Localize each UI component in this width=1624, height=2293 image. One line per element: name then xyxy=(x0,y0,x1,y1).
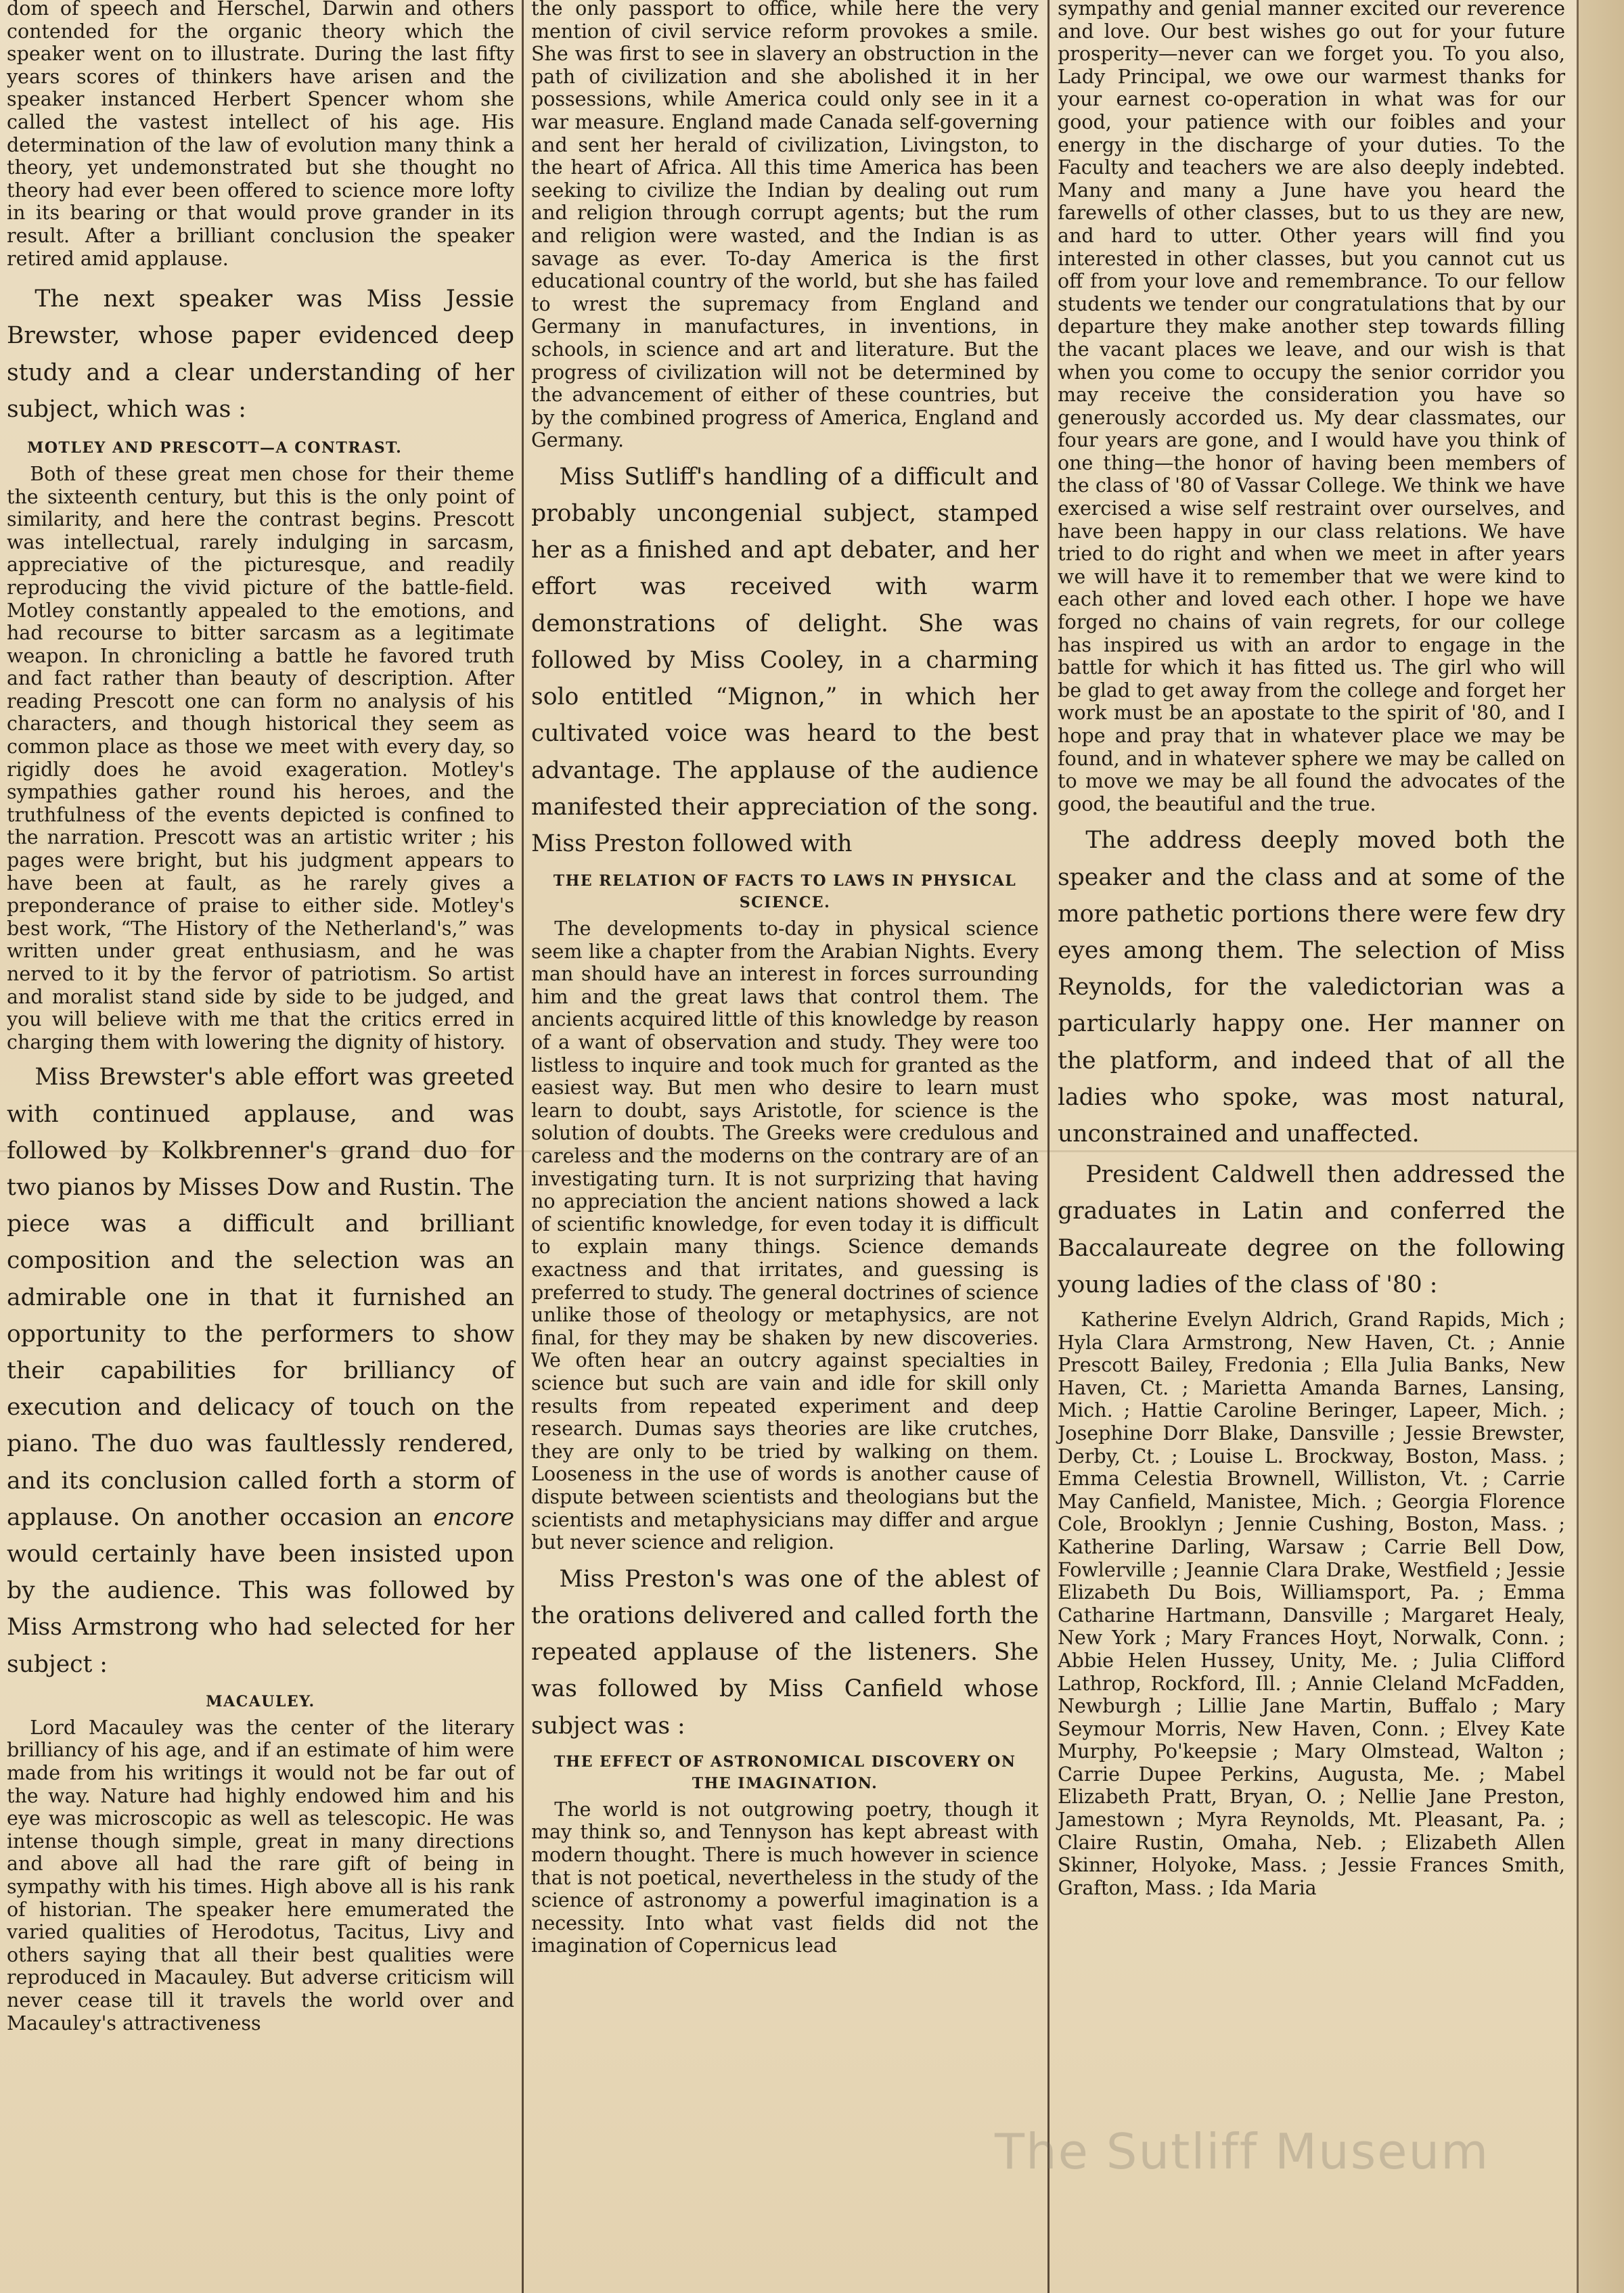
paragraph-text: Miss Brewster's able effort was greeted with continued applause, and was followed by Kolkbrenner's grand duo for two pianos by Misses Dow and Rustin. The piece was a difficult and brilliant composition and the selection was an admirable one in that it furnished an opportunity to the performers to show their capabilities for brilliancy of execution and delicacy of touch on the piano. The duo was faultlessly rendered, and its conclusion called forth a storm of applause. On another occasion an xyxy=(7,1064,514,1531)
article-paragraph: Miss Preston's was one of the ablest of the orations delivered and called forth the repeated applause of the listeners. She was followed by Miss Canfield whose subject was : xyxy=(531,1565,1039,1740)
graduate-list: Katherine Evelyn Aldrich, Grand Rapids, Mich ; Hyla Clara Armstrong, New Haven, Ct. ; Annie Prescott Bailey, Fredonia ; Ella Julia Banks, New Haven, Ct. ; Marietta Amanda Barnes, Lansing, Mich. ; Hattie Caroline Beringer, Lapeer, Mich. ; Josephine Dorr Blake, Dansville ; Jessie Brewster, Derby, Ct. ; Louise L. Brockway, Boston, Mass. ; Emma Celestia Brownell, Williston, Vt. ; Carrie May Canfield, Manistee, Mich. ; Georgia Florence Cole, Brooklyn ; Jennie Cushing, Boston, Mass. ; Katherine Darling, Warsaw ; Carrie Bell Dow, Fowlerville ; Jeannie Clara Drake, Westfield ; Jessie Elizabeth Du Bois, Williamsport, Pa. ; Emma Catharine Hartmann, Dansville ; Margaret Healy, New York ; Mary Frances Hoyt, Norwalk, Conn. ; Abbie Helen Hussey, Unity, Me. ; Julia Clifford Lathrop, Rockford, Ill. ; Annie Cleland McFadden, Newburgh ; Lillie Jane Martin, Buffalo ; Mary Seymour Morris, New Haven, Conn. ; Elvey Kate Murphy, Po'keepsie ; Mary Olmstead, Walton ; Carrie Dupee Perkins, Augusta, Me. ; Mabel Elizabeth Pratt, Bryan, O. ; Nellie Jane Preston, Jamestown ; Myra Reynolds, Mt. Pleasant, Pa. ; Claire Rustin, Omaha, Neb. ; Elizabeth Allen Skinner, Holyoke, Mass. ; Jessie Frances Smith, Grafton, Mass. ; Ida Maria xyxy=(1058,1309,1565,1899)
article-paragraph: Both of these great men chose for their theme the sixteenth century, but this is the only point of similarity, and here the contrast begins. Prescott was intellectual, rarely indulging in sarcasm, appreciative of the picturesque, and readily reproducing the vivid picture of the battle-field. Motley constantly appealed to the emotions, and had recourse to bitter sarcasm as a legitimate weapon. In chronicling a battle he favored truth and fact rather than beauty of description. After reading Prescott one can form no analysis of his characters, and though historical they seem as common place as those we meet with every day, so rigidly does he avoid exageration. Motley's sympathies gather round his heroes, and the truthfulness of the events depicted is confined to the narration. Prescott was an artistic writer ; his pages were bright, but his judgment appears to have been at fault, as he rarely gives a preponderance of praise to either side. Motley's best work, “The History of the Netherland's,” was written under great enthusiasm, and he was nerved to it by the fervor of patriotism. So artist and moralist stand side by side to be judged, and you will believe with me that the critics erred in charging them with lowering the dignity of history. xyxy=(7,462,514,1053)
article-paragraph: The address deeply moved both the speaker and the class and at some of the more pathetic portions there were few dry eyes among them. The selection of Miss Reynolds, for the valedictorian was a particularly happy one. Her manner on the platform, and indeed that of all the ladies who spoke, was most natural, unconstrained and unaffected. xyxy=(1058,827,1565,1148)
section-heading: THE RELATION OF FACTS TO LAWS IN PHYSICAL SCIENCE. xyxy=(553,872,1017,912)
article-paragraph: dom of speech and Herschel, Darwin and others contended for the organic theory which the speaker went on to illustrate. During the last fifty years scores of thinkers have arisen and the speaker instanced Herbert Spencer whom she called the vastest intellect of his age. His determination of the law of evolution many think a theory, yet undemonstrated but she thought no theory had ever been offered to science more lofty in its bearing or that would prove grander in its result. After a brilliant conclusion the speaker retired amid applause. xyxy=(7,0,514,270)
paper-edge-strip xyxy=(1577,0,1624,2293)
paragraph-text: would certainly have been insisted upon by the audience. This was followed by Miss Armstrong who had selected for her subject : xyxy=(7,1541,514,1678)
article-paragraph: sympathy and genial manner excited our reverence and love. Our best wishes go out for your future prosperity—never can we forget you. To you also, Lady Principal, we owe our warmest thanks for your earnest co-operation in what was for our good, your patience with our foibles and your energy in the discharge of your duties. To the Faculty and teachers we are also deeply indebted. Many and many a June have you heard the farewells of other classes, but to us they are new, and hard to utter. Other years will find you interested in other classes, but you cannot cut us off from your love and remembrance. To our fellow students we tender our congratulations that by our departure they make another step towards filling the vacant places we leave, and our wish is that when you come to occupy the senior corridor you may receive the consideration you have so generously accorded us. My dear classmates, our four years are gone, and I would have you think of one thing—the honor of having been members of the class of '80 of Vassar College. We think we have exercised a wise self restraint over ourselves, and have been happy in our class relations. We have tried to do right and when we meet in after years we will have it to remember that we were kind to each other and loved each other. I hope we have forged no chains of vain regrets, for our college has inspired us with an ardor to engage in the battle for which it has fitted us. The girl who will be glad to get away from the college and forget her work must be an apostate to the spirit of '80, and I hope and pray that in whatever place we may be found, and in whatever sphere we may be called on to move we may be all found the advocates of the good, the beautiful and the true. xyxy=(1058,0,1565,815)
column-left xyxy=(0,0,521,2293)
section-heading: MOTLEY AND PRESCOTT—A CONTRAST. xyxy=(27,438,403,457)
article-paragraph: the only passport to office, while here the very mention of civil service reform provokes a smile. She was first to see in slavery an obstruction in the path of civilization and she abolished it in her possessions, while America could only see in it a war measure. England made Canada self-governing and sent her herald of civilization, Livingston, to the heart of Africa. All this time America has been seeking to civilize the Indian by dealing out rum and religion through corrupt agents; but the rum and religion were wasted, and the Indian is as savage as ever. To-day America is the first educational country of the world, but she has failed to wrest the supremacy from England and Germany in manufactures, in inventions, in schools, in science and art and literature. But the progress of civilization will not be determined by the advancement of either of these countries, but by the combined progress of America, England and Germany. xyxy=(531,0,1039,452)
museum-watermark: The Sutliff Museum xyxy=(995,2123,1490,2180)
article-paragraph: The next speaker was Miss Jessie Brewster, whose paper evidenced deep study and a clear understanding of her subject, which was : xyxy=(7,286,514,423)
article-paragraph xyxy=(7,1059,514,1682)
emphasis-text: encore xyxy=(433,1503,514,1531)
column-middle xyxy=(524,0,1045,2293)
article-paragraph: Miss Sutliff's handling of a difficult and probably uncongenial subject, stamped her as a finished and apt debater, and her effort was received with warm demonstrations of delight. She was followed by Miss Cooley, in a charming solo entitled “Mignon,” in which her cultivated voice was heard to the best advantage. The applause of the audience manifested their appreciation of the song. Miss Preston followed with xyxy=(531,463,1039,857)
column-right xyxy=(1051,0,1572,2293)
article-paragraph: The developments to-day in physical science seem like a chapter from the Arabian Nights. Every man should have an interest in forces surrounding him and the great laws that control them. The ancients acquired little of this knowledge by reason of a want of observation and study. They were too listless to inquire and took much for granted as the easiest way. But men who desire to learn must learn to doubt, says Aristotle, for science is the solution of doubts. The Greeks were credulous and careless and the moderns on the contrary are of an investigating turn. It is not surprizing that having no appreciation the ancient nations showed a lack of scientific knowledge, for even today it is difficult to explain many things. Science demands exactness and that irritates, and guessing is preferred to study. The general doctrines of science unlike those of theology or metaphysics, are not final, for they may be shaken by new discoveries. We often hear an outcry against specialties in science but such are vain and idle for skill only results from repeated experiment and deep research. Dumas says theories are like crutches, they are only to be tried by walking on them. Looseness in the use of words is another cause of dispute between scientists and theologians but the scientists and metaphysicians may differ and argue but never science and religion. xyxy=(531,917,1039,1554)
column-rule-right xyxy=(1047,0,1050,2293)
section-heading: MACAULEY. xyxy=(206,1692,315,1710)
article-paragraph: The world is not outgrowing poetry, though it may think so, and Tennyson has kept abreast with modern thought. There is much however in science that is not poetical, nevertheless in the study of the science of astronomy a powerful imagination is a necessity. Into what vast fields did not the imagination of Copernicus lead xyxy=(531,1798,1039,1957)
column-rule-left xyxy=(522,0,524,2293)
section-heading: THE EFFECT OF ASTRONOMICAL DISCOVERY ON THE IMAGINATION. xyxy=(554,1752,1016,1792)
article-paragraph: Lord Macauley was the center of the literary brilliancy of his age, and if an estimate of him were made from his writings it would not be far out of the way. Nature had highly endowed him and his eye was microscopic as well as telescopic. He was intense though simple, great in many directions and above all had the rare gift of being in sympathy with his times. High above all is his rank of historian. The speaker here emumerated the varied qualities of Herodotus, Tacitus, Livy and others saying that all their best qualities were reproduced in Macauley. But adverse criticism will never cease till it travels the world over and Macauley's attractiveness xyxy=(7,1716,514,2035)
article-paragraph: President Caldwell then addressed the graduates in Latin and conferred the Baccalaureate degree on the following young ladies of the class of '80 : xyxy=(1058,1161,1565,1298)
